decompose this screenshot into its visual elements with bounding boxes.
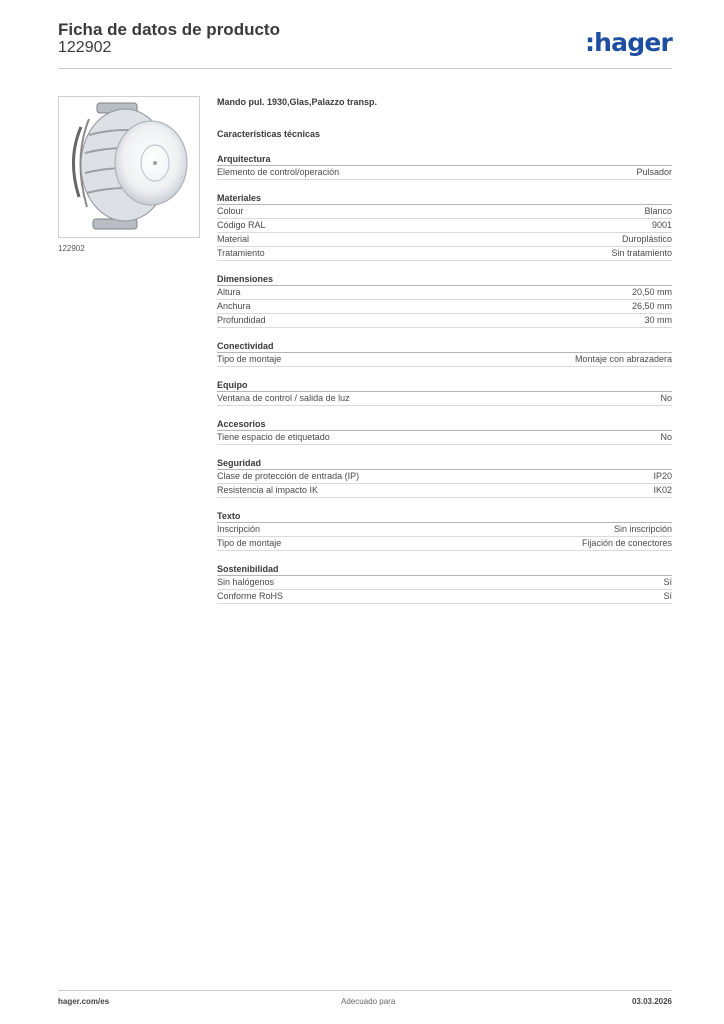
section-heading: Conectividad xyxy=(217,340,672,353)
product-number: 122902 xyxy=(58,39,112,56)
spec-label: Tiene espacio de etiquetado xyxy=(217,432,330,442)
spec-label: Inscripción xyxy=(217,524,261,534)
spec-row xyxy=(217,523,672,537)
spec-value: Sin tratamiento xyxy=(611,248,672,258)
spec-row xyxy=(217,392,672,406)
spec-label: Colour xyxy=(217,206,244,216)
spec-value: Sí xyxy=(663,577,672,587)
spec-section xyxy=(217,340,672,367)
spec-label: Ventana de control / salida de luz xyxy=(217,393,350,403)
spec-value: No xyxy=(660,393,672,403)
spec-row xyxy=(217,166,672,180)
footer-date: 03.03.2026 xyxy=(631,997,672,1006)
page-title: Ficha de datos de producto xyxy=(58,20,280,39)
spec-value: Montaje con abrazadera xyxy=(574,354,672,364)
spec-row xyxy=(217,300,672,314)
spec-section xyxy=(217,153,672,180)
spec-content xyxy=(217,96,672,604)
spec-row xyxy=(217,286,672,300)
header-divider xyxy=(58,68,672,69)
spec-value: Fijación de conectores xyxy=(581,538,672,548)
spec-row xyxy=(217,576,672,590)
footer-divider xyxy=(58,990,672,991)
spec-row xyxy=(217,233,672,247)
spec-value: Duroplástico xyxy=(621,234,672,244)
spec-value: Sí xyxy=(663,591,672,601)
hager-logo: :hager xyxy=(584,28,672,57)
product-image xyxy=(58,96,200,238)
page-header xyxy=(58,20,672,68)
spec-sections xyxy=(217,153,672,604)
spec-section xyxy=(217,457,672,498)
spec-value: 9001 xyxy=(651,220,672,230)
spec-label: Clase de protección de entrada (IP) xyxy=(217,471,360,481)
spec-value: Pulsador xyxy=(636,167,672,177)
image-caption: 122902 xyxy=(58,244,85,253)
spec-value: Blanco xyxy=(644,206,672,216)
section-heading: Dimensiones xyxy=(217,273,672,286)
spec-row xyxy=(217,219,672,233)
spec-value: 26,50 mm xyxy=(631,301,672,311)
spec-label: Profundidad xyxy=(217,315,266,325)
section-heading: Sostenibilidad xyxy=(217,563,672,576)
spec-label: Elemento de control/operación xyxy=(217,167,340,177)
spec-row xyxy=(217,247,672,261)
spec-row xyxy=(217,590,672,604)
spec-value: 20,50 mm xyxy=(631,287,672,297)
spec-label: Altura xyxy=(217,287,241,297)
section-heading: Seguridad xyxy=(217,457,672,470)
spec-value: IK02 xyxy=(653,485,672,495)
spec-section xyxy=(217,379,672,406)
spec-label: Código RAL xyxy=(217,220,266,230)
spec-value: 30 mm xyxy=(644,315,672,325)
spec-value: IP20 xyxy=(653,471,672,481)
section-heading: Arquitectura xyxy=(217,153,672,166)
spec-row xyxy=(217,470,672,484)
push-button-knob-icon xyxy=(59,97,199,237)
spec-row xyxy=(217,484,672,498)
spec-section xyxy=(217,510,672,551)
spec-section xyxy=(217,192,672,261)
spec-value: No xyxy=(660,432,672,442)
product-name: Mando pul. 1930,Glas,Palazzo transp. xyxy=(217,97,378,107)
spec-label: Anchura xyxy=(217,301,251,311)
page-footer xyxy=(58,997,672,1009)
spec-title: Características técnicas xyxy=(217,129,321,139)
spec-label: Resistencia al impacto IK xyxy=(217,485,319,495)
section-heading: Equipo xyxy=(217,379,672,392)
spec-label: Tratamiento xyxy=(217,248,265,258)
spec-label: Sin halógenos xyxy=(217,577,275,587)
spec-row xyxy=(217,431,672,445)
section-heading: Accesorios xyxy=(217,418,672,431)
spec-section xyxy=(217,418,672,445)
spec-section xyxy=(217,273,672,328)
spec-row xyxy=(217,353,672,367)
spec-label: Tipo de montaje xyxy=(217,538,282,548)
spec-value: Sin inscripción xyxy=(613,524,672,534)
spec-label: Conforme RoHS xyxy=(217,591,284,601)
spec-label: Material xyxy=(217,234,250,244)
section-heading: Texto xyxy=(217,510,672,523)
spec-label: Tipo de montaje xyxy=(217,354,282,364)
section-heading: Materiales xyxy=(217,192,672,205)
spec-row xyxy=(217,205,672,219)
footer-center-text: Adecuado para xyxy=(341,997,396,1006)
spec-row xyxy=(217,537,672,551)
footer-url[interactable]: hager.com/es xyxy=(58,997,110,1006)
spec-row xyxy=(217,314,672,328)
spec-section xyxy=(217,563,672,604)
